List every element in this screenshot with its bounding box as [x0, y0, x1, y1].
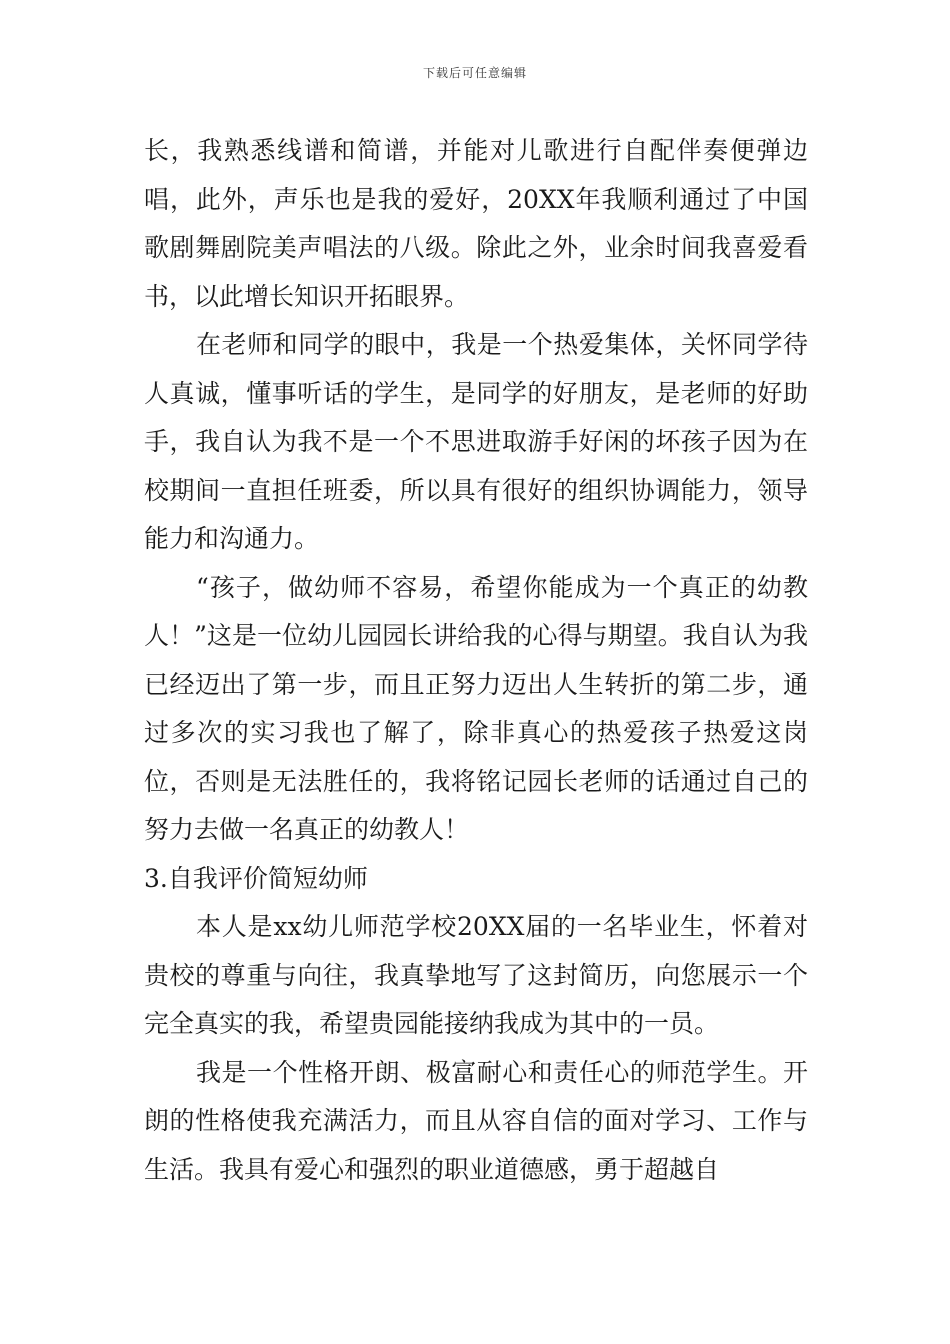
- document-body: [144, 127, 808, 1194]
- section-heading: 3.自我评价简短幼师: [144, 863, 368, 893]
- paragraph-introduction: 本人是xx幼儿师范学校20XX届的一名毕业生，怀着对贵校的尊重与向往，我真挚地写了这封简历，向您展示一个完全真实的我，希望贵园能接纳我成为其中的一员。: [144, 912, 808, 1038]
- paragraph-continuation: 长，我熟悉线谱和简谱，并能对儿歌进行自配伴奏便弹边唱，此外，声乐也是我的爱好，20XX年我顺利通过了中国歌剧舞剧院美声唱法的八级。除此之外，业余时间我喜爱看书，以此增长知识开拓眼界。: [144, 136, 808, 311]
- page-header: 下载后可任意编辑: [422, 66, 527, 80]
- paragraph-personality: 我是一个性格开朗、极富耐心和责任心的师范学生。开朗的性格使我充满活力，而且从容自信的面对学习、工作与生活。我具有爱心和强烈的职业道德感，勇于超越自: [144, 1057, 808, 1184]
- paragraph-teacher-quote: “孩子，做幼师不容易，希望你能成为一个真正的幼教人！”这是一位幼儿园园长讲给我的心得与期望。我自认为我已经迈出了第一步，而且正努力迈出人生转折的第二步，通过多次的实习我也了解了，除非真心的热爱孩子热爱这岗位，否则是无法胜任的，我将铭记园长老师的话通过自己的努力去做一名真正的幼教人！: [144, 572, 808, 844]
- paragraph-classmates-view: 在老师和同学的眼中，我是一个热爱集体，关怀同学待人真诚，懂事听话的学生，是同学的好朋友，是老师的好助手，我自认为我不是一个不思进取游手好闲的坏孩子因为在校期间一直担任班委，所以具有很好的组织协调能力，领导能力和沟通力。: [144, 330, 808, 553]
